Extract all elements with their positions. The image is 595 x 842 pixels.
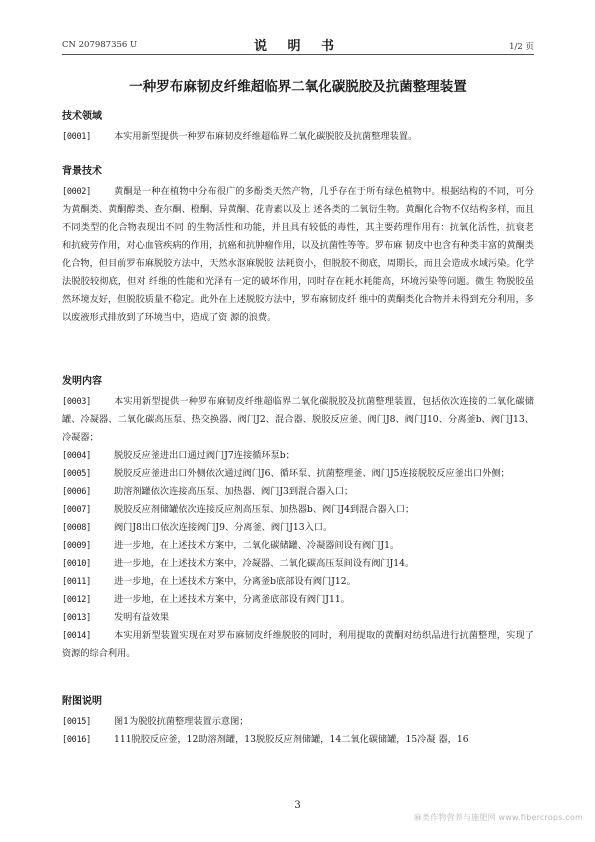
paragraph-number: [0012] <box>62 595 91 605</box>
site-watermark: 麻类作物营养与施肥网 www.fibercrops.com <box>413 813 583 822</box>
paragraph-number: [0002] <box>62 187 91 197</box>
paragraph-0009 <box>62 537 534 555</box>
page-number: 3 <box>294 800 301 811</box>
paragraph-0003 <box>62 393 534 447</box>
paragraph-number: [0016] <box>62 735 91 745</box>
doc-number: CN 207987356 U <box>62 40 138 50</box>
paragraph-text: 本实用新型装置实现在对罗布麻韧皮纤维脱胶的同时，利用提取的黄酮对纺织品进行抗菌整理，实现了资源的综合利用。 <box>62 630 534 659</box>
paragraph-number: [0003] <box>62 397 91 407</box>
paragraph-text: 发明有益效果 <box>114 612 170 623</box>
paragraph-0015 <box>62 713 534 731</box>
paragraph-text: 脱胶反应釜进出口通过阀门J7连接循环泵b； <box>114 450 295 461</box>
page-indicator: 1/2 页 <box>509 42 534 52</box>
paragraph-number: [0007] <box>62 505 91 515</box>
section-heading: 技术领域 <box>62 111 102 122</box>
paragraph-number: [0009] <box>62 541 91 551</box>
page-header <box>62 34 534 55</box>
paragraph-text: 黄酮是一种在植物中分布很广的多酚类天然产物，几乎存在于所有绿色植物中。根据结构的不同，可分为黄酮类、黄酮醇类、查尔酮、橙酮、异黄酮、花青素以及上 述各类的二氧衍生物。黄酮化合物不仅结构多样，而且不同类型的化合物表现出不同 的生物活性和功能，并且具有较低的毒性，其主要药理作用有：抗氧化活性，抗衰老 和抗疲劳作用，对心血管疾病的作用，抗癌和抗肿瘤作用，以及抗菌性等等。罗布麻 韧皮中也含有种类丰富的黄酮类化合物，但目前罗布麻脱胶方法中，天然水沤麻脱胶 法耗资小，但脱胶不彻底，周期长，而且会造成水域污染。化学法脱胶较彻底，但对 纤维的性能和光泽有一定的破坏作用，同时存在耗水耗能高，环境污染等问题。微生 物脱胶虽然环境友好，但脱胶质量不稳定。此外在上述脱胶方法中，罗布麻韧皮纤 维中的黄酮类化合物并未得到充分利用，多以废液形式排放到了环境当中，造成了资 源的浪费。 <box>62 186 534 323</box>
paragraph-0001 <box>62 128 534 146</box>
paragraph-number: [0004] <box>62 451 91 461</box>
paragraph-0010 <box>62 555 534 573</box>
section-heading: 发明内容 <box>62 376 102 387</box>
paragraph-0012 <box>62 591 534 609</box>
paragraph-text: 阀门J8出口依次连接阀门J9、分离釜、阀门J13入口。 <box>114 522 333 533</box>
paragraph-0004 <box>62 447 534 465</box>
patent-title: 一种罗布麻韧皮纤维超临界二氧化碳脱胶及抗菌整理装置 <box>129 79 467 95</box>
paragraph-text: 本实用新型提供一种罗布麻韧皮纤维超临界二氧化碳脱胶及抗菌整理装置。 <box>114 131 418 142</box>
paragraph-number: [0005] <box>62 469 91 479</box>
paragraph-0013 <box>62 609 534 627</box>
paragraph-number: [0008] <box>62 523 91 533</box>
paragraph-number: [0006] <box>62 487 91 497</box>
paragraph-number: [0011] <box>62 577 91 587</box>
paragraph-number: [0014] <box>62 631 91 641</box>
paragraph-0014 <box>62 627 534 663</box>
paragraph-text: 进一步地，在上述技术方案中，二氧化碳储罐、冷凝器间设有阀门J1。 <box>114 540 400 551</box>
paragraph-number: [0010] <box>62 559 91 569</box>
paragraph-text: 进一步地，在上述技术方案中，分离釜b底部设有阀门J12。 <box>114 576 356 587</box>
paragraph-0005 <box>62 465 534 483</box>
paragraph-0016 <box>62 731 534 749</box>
section-heading: 附图说明 <box>62 696 102 707</box>
paragraph-number: [0013] <box>62 613 91 623</box>
paragraph-text: 脱胶反应剂储罐依次连接反应剂高压泵、加热器b、阀门J4到混合器入口； <box>114 504 415 515</box>
paragraph-0011 <box>62 573 534 591</box>
paragraph-text: 111脱胶反应釜，12助溶剂罐，13脱胶反应剂储罐，14二氧化碳储罐，15冷凝 器，16 <box>114 734 469 745</box>
paragraph-0006 <box>62 483 534 501</box>
doc-type: 说 明 书 <box>253 39 343 54</box>
paragraph-text: 脱胶反应釜进出口外侧依次通过阀门J6、循环泵、抗菌整理釜、阀门J5连接脱胶反应釜出口外侧； <box>114 468 510 479</box>
paragraph-0007 <box>62 501 534 519</box>
paragraph-0002 <box>62 183 534 327</box>
paragraph-text: 助溶剂罐依次连接高压泵、加热器、阀门J3到混合器入口； <box>114 486 354 497</box>
paragraph-text: 进一步地，在上述技术方案中，冷凝器、二氧化碳高压泵间设有阀门J14。 <box>114 558 415 569</box>
section-heading: 背景技术 <box>62 166 102 177</box>
paragraph-0008 <box>62 519 534 537</box>
paragraph-number: [0015] <box>62 717 91 727</box>
paragraph-number: [0001] <box>62 132 91 142</box>
paragraph-text: 本实用新型提供一种罗布麻韧皮纤维超临界二氧化碳脱胶及抗菌整理装置，包括依次连接的二氧化碳储罐、冷凝器、二氧化碳高压泵、热交换器、阀门J2、混合器、脱胶反应釜、阀门J8、阀门J10、分离釜b、阀门J13、冷凝器； <box>62 396 534 443</box>
section-background <box>62 165 534 327</box>
section-drawings <box>62 695 534 749</box>
paragraph-text: 进一步地，在上述技术方案中，分离釜底部设有阀门J11。 <box>114 594 350 605</box>
section-invention <box>62 375 534 663</box>
section-technical-field <box>62 110 534 146</box>
paragraph-text: 图1为脱胶抗菌整理装置示意图； <box>114 716 249 727</box>
